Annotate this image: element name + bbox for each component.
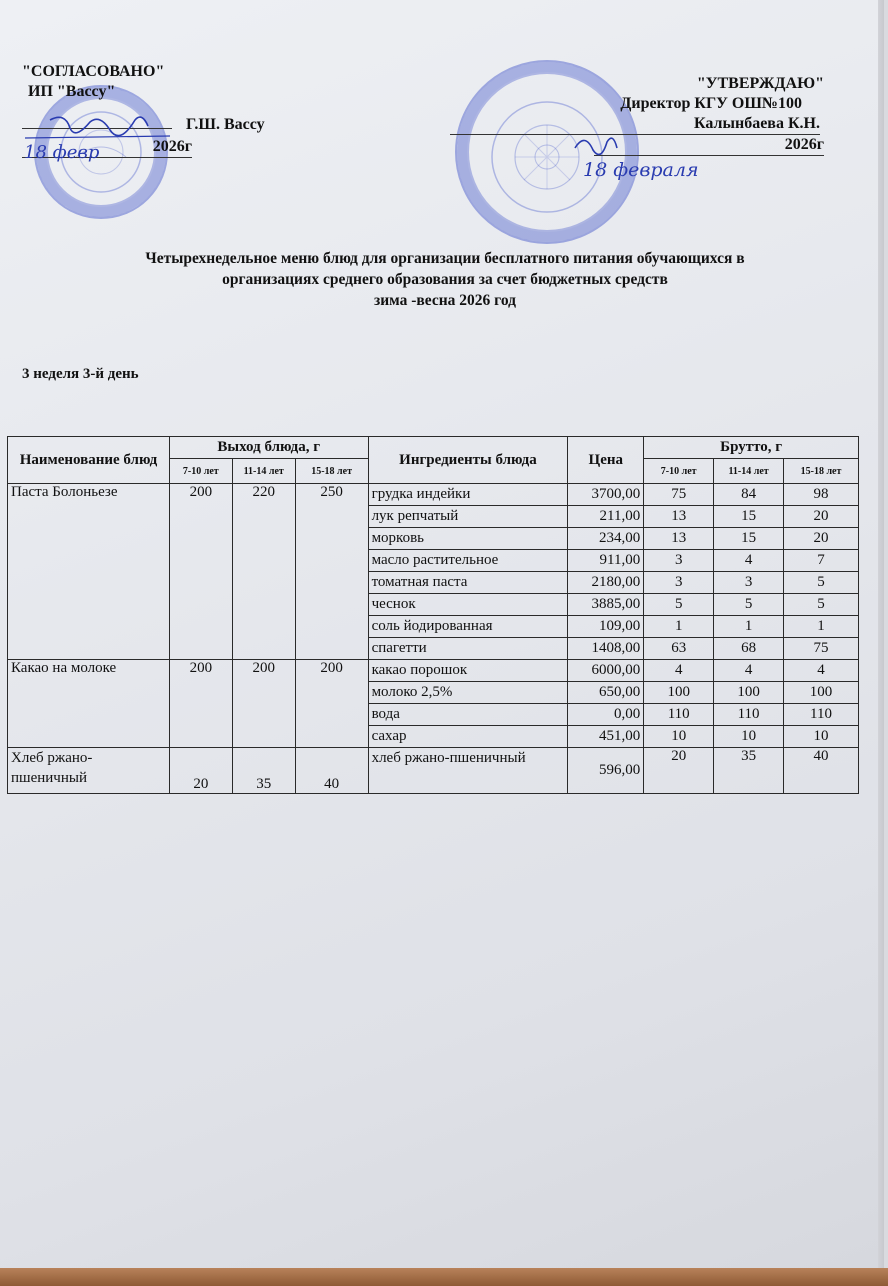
brutto-15-18: 40 <box>784 748 859 794</box>
approval-right <box>444 74 824 156</box>
ingredient-name: соль йодированная <box>368 616 568 638</box>
brutto-11-14: 35 <box>714 748 784 794</box>
dish-yield-15-18: 200 <box>295 660 368 748</box>
brutto-11-14: 100 <box>714 682 784 704</box>
ingredient-price: 650,00 <box>568 682 644 704</box>
approval-right-name: Калынбаева К.Н. <box>450 114 820 135</box>
dish-yield-11-14: 200 <box>232 660 295 748</box>
brutto-7-10: 13 <box>644 506 714 528</box>
ingredient-price: 1408,00 <box>568 638 644 660</box>
brutto-15-18: 98 <box>784 484 859 506</box>
brutto-11-14: 110 <box>714 704 784 726</box>
header-yield-age-11-14: 11-14 лет <box>232 459 295 484</box>
brutto-15-18: 10 <box>784 726 859 748</box>
ingredient-price: 109,00 <box>568 616 644 638</box>
title-line-3: зима -весна 2026 год <box>374 292 516 309</box>
approval-left-title: "СОГЛАСОВАНО" <box>22 63 165 80</box>
brutto-7-10: 5 <box>644 594 714 616</box>
ingredient-name: масло растительное <box>368 550 568 572</box>
paper-edge <box>878 0 884 1268</box>
table-row <box>8 748 859 794</box>
brutto-15-18: 4 <box>784 660 859 682</box>
header-yield: Выход блюда, г <box>169 437 368 459</box>
title-line-2: организациях среднего образования за счет бюджетных средств <box>222 271 668 288</box>
ingredient-name: морковь <box>368 528 568 550</box>
ingredient-name: хлеб ржано-пшеничный <box>368 748 568 794</box>
brutto-15-18: 110 <box>784 704 859 726</box>
brutto-11-14: 3 <box>714 572 784 594</box>
brutto-15-18: 1 <box>784 616 859 638</box>
header-brutto-age-7-10: 7-10 лет <box>644 459 714 484</box>
dish-yield-11-14: 220 <box>232 484 295 660</box>
approval-right-year: 2026г <box>784 136 824 153</box>
ingredient-name: чеснок <box>368 594 568 616</box>
brutto-11-14: 15 <box>714 528 784 550</box>
ingredient-name: грудка индейки <box>368 484 568 506</box>
brutto-15-18: 75 <box>784 638 859 660</box>
header-yield-age-7-10: 7-10 лет <box>169 459 232 484</box>
table-row <box>8 484 859 506</box>
brutto-11-14: 84 <box>714 484 784 506</box>
approval-left-date <box>22 137 192 158</box>
brutto-15-18: 100 <box>784 682 859 704</box>
brutto-15-18: 20 <box>784 528 859 550</box>
signature-left-date: 18 февр <box>24 142 100 163</box>
ingredient-name: вода <box>368 704 568 726</box>
ingredient-price: 6000,00 <box>568 660 644 682</box>
approval-left-name: Г.Ш. Вассу <box>186 116 265 133</box>
header-price: Цена <box>568 437 644 484</box>
approval-left-year: 2026г <box>152 138 192 155</box>
brutto-7-10: 100 <box>644 682 714 704</box>
menu-table <box>7 436 859 794</box>
brutto-7-10: 110 <box>644 704 714 726</box>
signature-line-left <box>22 108 172 129</box>
brutto-7-10: 63 <box>644 638 714 660</box>
ingredient-price: 3885,00 <box>568 594 644 616</box>
brutto-11-14: 10 <box>714 726 784 748</box>
title-line-1: Четырехнедельное меню блюд для организации бесплатного питания обучающихся в <box>145 250 745 267</box>
approval-right-position: Директор КГУ ОШ№100 <box>620 95 802 112</box>
ingredient-price: 3700,00 <box>568 484 644 506</box>
brutto-7-10: 3 <box>644 550 714 572</box>
brutto-7-10: 20 <box>644 748 714 794</box>
dish-yield-7-10: 200 <box>169 484 232 660</box>
brutto-15-18: 5 <box>784 572 859 594</box>
approval-right-date <box>594 135 824 156</box>
dish-name: Паста Болоньезе <box>8 484 170 660</box>
header-ingredients: Ингредиенты блюда <box>368 437 568 484</box>
brutto-15-18: 7 <box>784 550 859 572</box>
dish-name: Хлеб ржано-пшеничный <box>8 748 170 794</box>
brutto-11-14: 1 <box>714 616 784 638</box>
brutto-11-14: 4 <box>714 550 784 572</box>
brutto-7-10: 75 <box>644 484 714 506</box>
ingredient-name: сахар <box>368 726 568 748</box>
ingredient-price: 2180,00 <box>568 572 644 594</box>
ingredient-name: томатная паста <box>368 572 568 594</box>
ingredient-price: 211,00 <box>568 506 644 528</box>
ingredient-name: молоко 2,5% <box>368 682 568 704</box>
dish-yield-15-18: 40 <box>295 748 368 794</box>
ingredient-name: спагетти <box>368 638 568 660</box>
brutto-11-14: 68 <box>714 638 784 660</box>
table-row <box>8 660 859 682</box>
approval-right-title: "УТВЕРЖДАЮ" <box>696 75 824 92</box>
dish-yield-15-18: 250 <box>295 484 368 660</box>
ingredient-price: 911,00 <box>568 550 644 572</box>
dish-name: Какао на молоке <box>8 660 170 748</box>
header-brutto-age-15-18: 15-18 лет <box>784 459 859 484</box>
dish-yield-7-10: 200 <box>169 660 232 748</box>
dish-yield-7-10: 20 <box>169 748 232 794</box>
header-yield-age-15-18: 15-18 лет <box>295 459 368 484</box>
menu-table-body <box>8 484 859 794</box>
week-day-label: 3 неделя 3-й день <box>22 366 139 382</box>
brutto-7-10: 1 <box>644 616 714 638</box>
brutto-7-10: 10 <box>644 726 714 748</box>
ingredient-price: 596,00 <box>568 748 644 794</box>
signature-right-date: 18 февраля <box>583 159 699 181</box>
ingredient-name: какао порошок <box>368 660 568 682</box>
header-dish: Наименование блюд <box>8 437 170 484</box>
ingredient-price: 234,00 <box>568 528 644 550</box>
brutto-11-14: 5 <box>714 594 784 616</box>
brutto-15-18: 5 <box>784 594 859 616</box>
brutto-7-10: 13 <box>644 528 714 550</box>
approval-left-org: ИП "Вассу" <box>28 83 116 100</box>
ingredient-price: 451,00 <box>568 726 644 748</box>
header-brutto: Брутто, г <box>644 437 859 459</box>
table-surface <box>0 1268 888 1286</box>
dish-yield-11-14: 35 <box>232 748 295 794</box>
brutto-15-18: 20 <box>784 506 859 528</box>
ingredient-name: лук репчатый <box>368 506 568 528</box>
brutto-7-10: 3 <box>644 572 714 594</box>
ingredient-price: 0,00 <box>568 704 644 726</box>
brutto-7-10: 4 <box>644 660 714 682</box>
approval-left <box>22 62 322 158</box>
brutto-11-14: 4 <box>714 660 784 682</box>
header-brutto-age-11-14: 11-14 лет <box>714 459 784 484</box>
brutto-11-14: 15 <box>714 506 784 528</box>
document-title <box>40 248 850 311</box>
table-header-row <box>8 437 859 459</box>
